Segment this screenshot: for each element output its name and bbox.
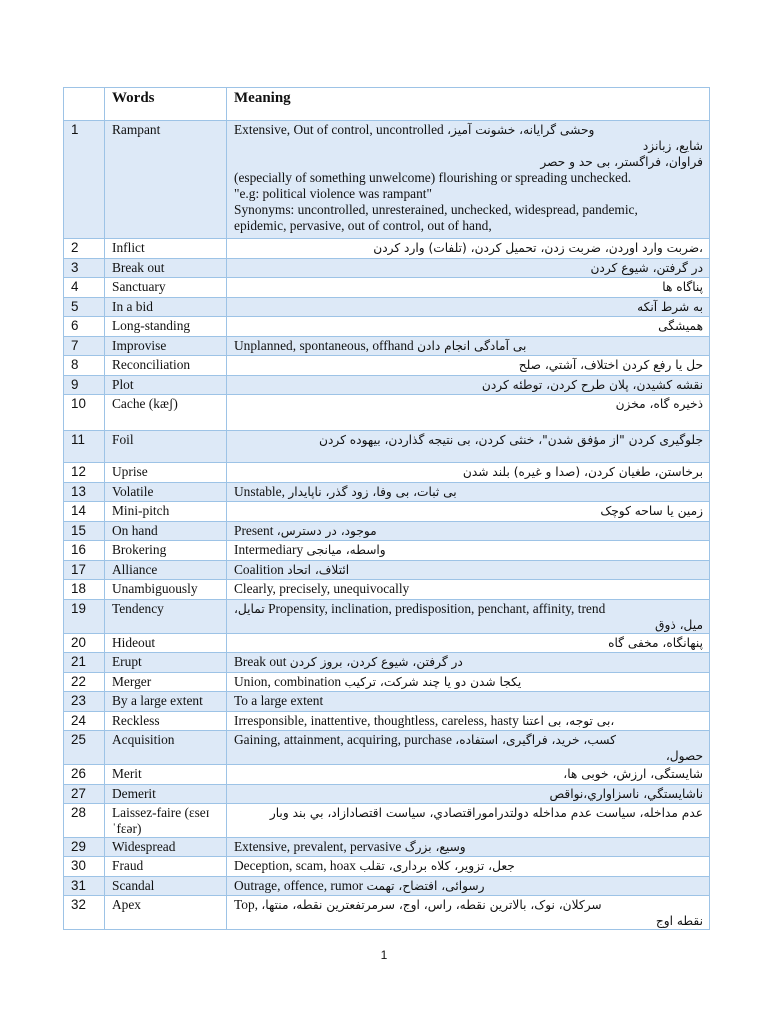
word-cell: Reconciliation (105, 356, 227, 376)
meaning-cell (227, 653, 710, 673)
row-number: 22 (64, 673, 105, 692)
row-number: 29 (64, 838, 105, 857)
table-row (64, 896, 710, 930)
word-cell: Plot (105, 376, 227, 395)
table-row (64, 804, 710, 838)
meaning-persian: بی آمادگی انجام دادن (417, 339, 527, 353)
table-row (64, 259, 710, 278)
table-header-row (64, 88, 710, 121)
table-row (64, 278, 710, 298)
word-cell: Acquisition (105, 731, 227, 765)
meaning-cell (227, 376, 710, 395)
row-number: 31 (64, 877, 105, 896)
meaning-cell (227, 838, 710, 857)
meaning-cell (227, 121, 710, 239)
header-words: Words (105, 88, 227, 121)
meaning-cell (227, 580, 710, 600)
meaning-line: حل یا رفع کردن اختلاف، آشتي، صلح (518, 358, 703, 372)
meaning-english: Break out (234, 654, 287, 669)
meaning-persian: واسطه، میانجی (306, 543, 386, 557)
meaning-line: پنهانگاه، مخفی گاه (608, 636, 703, 650)
header-number (64, 88, 105, 121)
table-row (64, 463, 710, 483)
word-cell: Merit (105, 765, 227, 785)
table-row (64, 692, 710, 712)
row-number: 19 (64, 600, 105, 634)
table-row (64, 561, 710, 580)
meaning-cell (227, 483, 710, 502)
meaning-line: نقشه کشیدن، پلان طرح کردن، توطئه کردن (481, 378, 703, 392)
meaning-cell (227, 804, 710, 838)
meaning-line (234, 839, 703, 855)
table-body (64, 121, 710, 930)
meaning-cell (227, 278, 710, 298)
row-number: 1 (64, 121, 105, 239)
word-cell: Volatile (105, 483, 227, 502)
row-number: 27 (64, 785, 105, 804)
meaning-line: ذخیره گاه، مخزن (615, 397, 703, 411)
meaning-line: "e.g: political violence was rampant" (234, 186, 432, 201)
row-number: 25 (64, 731, 105, 765)
meaning-persian: کسب، خرید، فراگیری، استفاده، (455, 733, 616, 747)
vocabulary-table (63, 87, 710, 930)
row-number: 20 (64, 634, 105, 653)
word-cell: Foil (105, 431, 227, 463)
meaning-line: (especially of something unwelcome) flourishing or spreading unchecked. (234, 170, 632, 185)
table-row (64, 431, 710, 463)
meaning-cell (227, 317, 710, 337)
row-number: 4 (64, 278, 105, 298)
table-row (64, 522, 710, 541)
meaning-line: به شرط آنکه (637, 300, 703, 314)
meaning-english: Unplanned, spontaneous, offhand (234, 338, 414, 353)
table-row (64, 673, 710, 692)
meaning-persian: بی ثبات، بی وفا، زود گذر، ناپایدار (288, 485, 457, 499)
word-cell: Hideout (105, 634, 227, 653)
word-cell: Demerit (105, 785, 227, 804)
row-number: 30 (64, 857, 105, 877)
meaning-cell (227, 259, 710, 278)
word-cell: Fraud (105, 857, 227, 877)
meaning-line: To a large extent (234, 693, 324, 708)
word-cell: Break out (105, 259, 227, 278)
table-row (64, 838, 710, 857)
word-cell: Rampant (105, 121, 227, 239)
meaning-line: شایع، زبانزد (642, 139, 703, 153)
meaning-persian: سرکلان، نوک، بالاترین نقطه، راس، اوج، سرمرتفعترین نقطه، منتها، (261, 898, 602, 912)
meaning-english: Top, (234, 897, 258, 912)
meaning-line: عدم مداخله، سیاست عدم مداخله دولتدراموراقتصادي، سیاست اقتصادازاد، بي بند وبار (269, 806, 703, 820)
meaning-persian: رسوائی، افتضاح، تهمت (366, 879, 485, 893)
table-row (64, 712, 710, 731)
meaning-line: همیشگی (658, 319, 703, 333)
meaning-line: Synonyms: uncontrolled, unresterained, unchecked, widespread, pandemic, (234, 202, 638, 217)
meaning-cell (227, 673, 710, 692)
row-number: 6 (64, 317, 105, 337)
row-number: 13 (64, 483, 105, 502)
meaning-line: میل، ذوق (654, 618, 703, 632)
meaning-line (234, 562, 703, 578)
meaning-persian: جعل، تزویر، کلاه برداری، تقلب (359, 859, 515, 873)
meaning-persian: وسیع، بزرگ (404, 840, 466, 854)
table-row (64, 298, 710, 317)
word-cell: Erupt (105, 653, 227, 673)
word-cell: Alliance (105, 561, 227, 580)
meaning-line: پناگاه ها (662, 280, 703, 294)
meaning-cell (227, 541, 710, 561)
word-cell: Long-standing (105, 317, 227, 337)
meaning-line: حصول، (665, 749, 703, 763)
row-number: 5 (64, 298, 105, 317)
meaning-english: Propensity, inclination, predisposition, penchant, affinity, trend (268, 601, 606, 616)
meaning-english: Deception, scam, hoax (234, 858, 356, 873)
table-row (64, 239, 710, 259)
word-cell: Scandal (105, 877, 227, 896)
word-cell: Apex (105, 896, 227, 930)
table-row (64, 395, 710, 431)
meaning-cell (227, 877, 710, 896)
meaning-cell (227, 395, 710, 431)
meaning-cell (227, 896, 710, 930)
meaning-cell (227, 298, 710, 317)
row-number: 7 (64, 337, 105, 356)
row-number: 21 (64, 653, 105, 673)
meaning-cell (227, 561, 710, 580)
row-number: 14 (64, 502, 105, 522)
row-number: 3 (64, 259, 105, 278)
meaning-line: epidemic, pervasive, out of control, out of hand, (234, 218, 492, 233)
meaning-line (234, 484, 703, 500)
meaning-persian: در گرفتن، شیوع کردن، بروز کردن (289, 655, 463, 669)
table-row (64, 317, 710, 337)
meaning-line: نقطه اوج (655, 914, 703, 928)
meaning-persian: ائتلاف، اتحاد (287, 563, 350, 577)
word-cell: Sanctuary (105, 278, 227, 298)
meaning-persian: ،بی توجه، بی اعتنا (522, 714, 615, 728)
meaning-line: شایستگی، ارزش، خوبی ها، (563, 767, 703, 781)
meaning-cell (227, 731, 710, 765)
table-row (64, 857, 710, 877)
word-cell: By a large extent (105, 692, 227, 712)
row-number: 10 (64, 395, 105, 431)
meaning-line: فراوان، فراگستر، بی حد و حصر (540, 155, 703, 169)
meaning-english: Gaining, attainment, acquiring, purchase (234, 732, 452, 747)
header-meaning: Meaning (227, 88, 710, 121)
meaning-line: ناشایستگي، ناسزاواري،نواقص (549, 787, 703, 801)
table-row (64, 502, 710, 522)
meaning-line: زمین یا ساحه کوچک (600, 504, 703, 518)
meaning-english: Extensive, Out of control, uncontrolled (234, 122, 444, 137)
word-cell: Improvise (105, 337, 227, 356)
meaning-cell (227, 463, 710, 483)
table-row (64, 653, 710, 673)
table-row (64, 877, 710, 896)
row-number: 11 (64, 431, 105, 463)
meaning-cell (227, 239, 710, 259)
meaning-line: برخاستن، طغیان کردن، (صدا و غیره) بلند شدن (462, 465, 703, 479)
meaning-cell (227, 692, 710, 712)
word-cell: Widespread (105, 838, 227, 857)
meaning-line (234, 858, 703, 874)
row-number: 32 (64, 896, 105, 930)
table-row (64, 634, 710, 653)
word-cell: Mini-pitch (105, 502, 227, 522)
meaning-cell (227, 431, 710, 463)
meaning-cell (227, 785, 710, 804)
table-row (64, 600, 710, 634)
meaning-english: Present (234, 523, 274, 538)
meaning-line: ،ضربت وارد اوردن، ضربت زدن، تحمیل کردن، (تلفات) وارد کردن (373, 241, 703, 255)
meaning-line (234, 601, 703, 617)
meaning-line: جلوگیری کردن "از مؤفق شدن"، خنثی کردن، بی نتیجه گذاردن، بیهوده کردن (319, 433, 703, 447)
meaning-line (234, 654, 703, 670)
meaning-line (234, 523, 703, 539)
meaning-line (234, 713, 703, 729)
meaning-line (234, 732, 703, 748)
table-row (64, 376, 710, 395)
meaning-english: Extensive, prevalent, pervasive (234, 839, 402, 854)
meaning-line (234, 674, 703, 690)
meaning-line: Clearly, precisely, unequivocally (234, 581, 410, 596)
word-cell: On hand (105, 522, 227, 541)
table-row (64, 337, 710, 356)
table-row (64, 765, 710, 785)
row-number: 15 (64, 522, 105, 541)
row-number: 28 (64, 804, 105, 838)
table-row (64, 541, 710, 561)
word-cell: Laissez-faire (ɛseɪˈfɛər) (105, 804, 227, 838)
row-number: 18 (64, 580, 105, 600)
meaning-english: Irresponsible, inattentive, thoughtless, careless, hasty (234, 713, 519, 728)
meaning-cell (227, 337, 710, 356)
meaning-cell (227, 356, 710, 376)
meaning-persian: تمایل، (234, 602, 265, 616)
row-number: 24 (64, 712, 105, 731)
page-number: 1 (380, 948, 388, 962)
word-cell: Uprise (105, 463, 227, 483)
meaning-cell (227, 634, 710, 653)
row-number: 2 (64, 239, 105, 259)
meaning-line (234, 897, 703, 913)
table-row (64, 121, 710, 239)
meaning-cell (227, 502, 710, 522)
row-number: 16 (64, 541, 105, 561)
table-row (64, 731, 710, 765)
word-cell: Tendency (105, 600, 227, 634)
meaning-cell (227, 712, 710, 731)
meaning-persian: یکجا شدن دو یا چند شرکت، ترکیب (344, 675, 522, 689)
row-number: 12 (64, 463, 105, 483)
word-cell: Inflict (105, 239, 227, 259)
row-number: 8 (64, 356, 105, 376)
meaning-english: Unstable, (234, 484, 285, 499)
table-row (64, 483, 710, 502)
meaning-persian: وحشی گرایانه، خشونت آمیز، (447, 123, 595, 137)
word-cell: Cache (kæʃ) (105, 395, 227, 431)
meaning-line (234, 122, 703, 138)
meaning-cell (227, 522, 710, 541)
meaning-english: Intermediary (234, 542, 304, 557)
meaning-english: Union, combination (234, 674, 342, 689)
row-number: 23 (64, 692, 105, 712)
meaning-line (234, 542, 703, 558)
meaning-line: در گرفتن، شیوع کردن (590, 261, 703, 275)
meaning-line (234, 338, 703, 354)
row-number: 26 (64, 765, 105, 785)
meaning-cell (227, 600, 710, 634)
meaning-english: Coalition (234, 562, 284, 577)
row-number: 17 (64, 561, 105, 580)
word-cell: Merger (105, 673, 227, 692)
table-row (64, 580, 710, 600)
meaning-english: Outrage, offence, rumor (234, 878, 364, 893)
table-row (64, 356, 710, 376)
meaning-persian: موجود، در دسترس، (276, 524, 377, 538)
word-cell: Brokering (105, 541, 227, 561)
table-row (64, 785, 710, 804)
word-cell: Unambiguously (105, 580, 227, 600)
meaning-cell (227, 857, 710, 877)
row-number: 9 (64, 376, 105, 395)
meaning-line (234, 878, 703, 894)
word-cell: Reckless (105, 712, 227, 731)
word-cell: In a bid (105, 298, 227, 317)
meaning-cell (227, 765, 710, 785)
